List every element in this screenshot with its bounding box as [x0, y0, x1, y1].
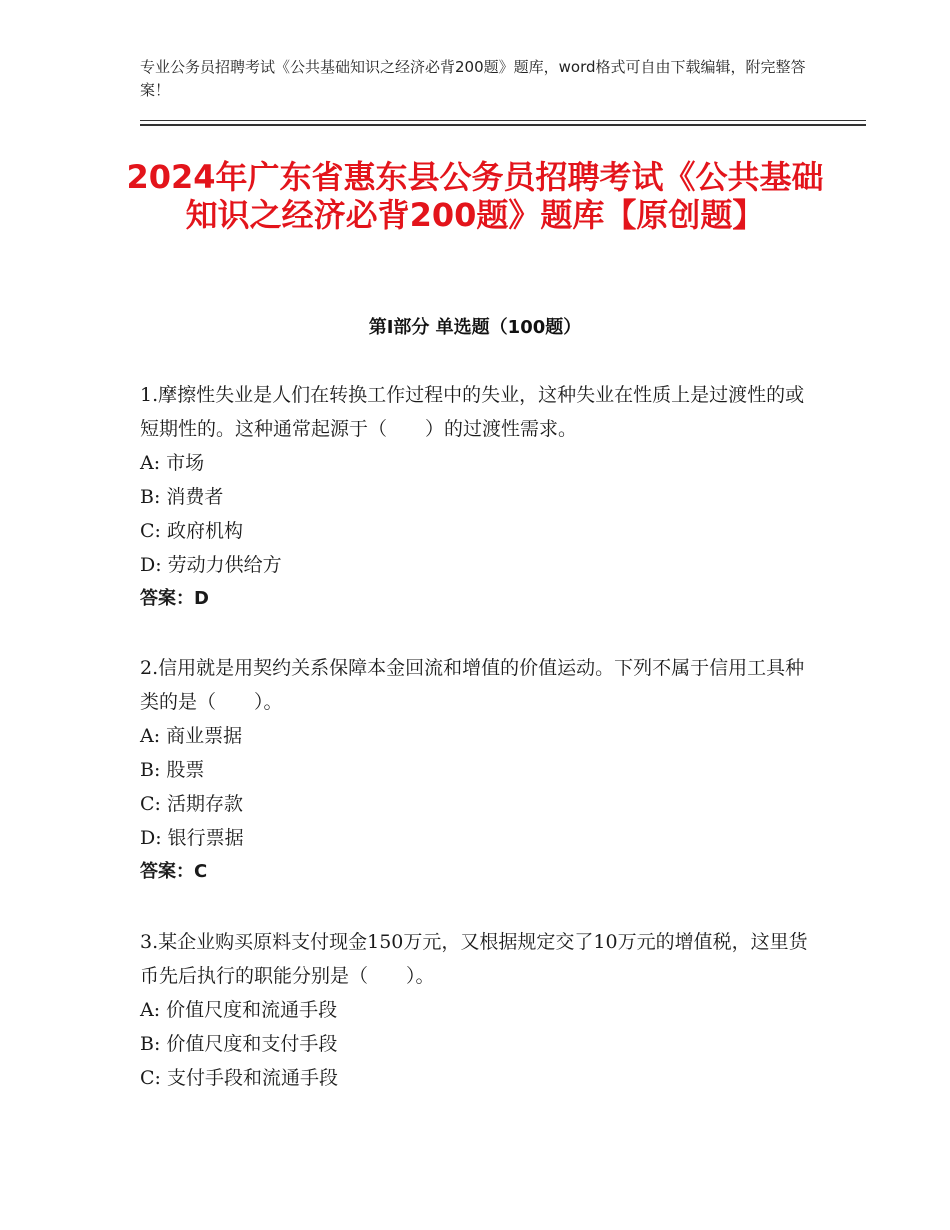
- header-rule-thin: [140, 120, 866, 121]
- header-note: 专业公务员招聘考试《公共基础知识之经济必背200题》题库，word格式可自由下载编辑，附完整答案！: [140, 58, 806, 99]
- option-d: D: 银行票据: [140, 827, 244, 849]
- answer: 答案：D: [140, 588, 209, 609]
- option-c: C: 支付手段和流通手段: [140, 1067, 338, 1089]
- option-a: A: 商业票据: [140, 725, 243, 747]
- option-a: A: 市场: [140, 452, 205, 474]
- option-a: A: 价值尺度和流通手段: [140, 999, 338, 1021]
- option-c: C: 政府机构: [140, 520, 243, 542]
- option-b: B: 股票: [140, 759, 205, 781]
- option-c: C: 活期存款: [140, 793, 243, 815]
- question-3: [140, 925, 810, 1095]
- question-1: [140, 378, 810, 616]
- option-b: B: 价值尺度和支付手段: [140, 1033, 338, 1055]
- question-stem: 3.某企业购买原料支付现金150万元，又根据规定交了10万元的增值税，这里货币先后执行的职能分别是（ ）。: [140, 931, 808, 987]
- question-stem: 2.信用就是用契约关系保障本金回流和增值的价值运动。下列不属于信用工具种类的是（ ）。: [140, 657, 805, 713]
- section-heading: 第Ⅰ部分 单选题（100题）: [368, 317, 582, 338]
- document-title: 2024年广东省惠东县公务员招聘考试《公共基础知识之经济必背200题》题库【原创题】: [126, 158, 824, 234]
- option-b: B: 消费者: [140, 486, 224, 508]
- question-stem: 1.摩擦性失业是人们在转换工作过程中的失业，这种失业在性质上是过渡性的或短期性的。这种通常起源于（ ）的过渡性需求。: [140, 384, 805, 440]
- question-2: [140, 651, 810, 889]
- answer: 答案：C: [140, 861, 208, 882]
- header-rule-thick: [140, 124, 866, 126]
- option-d: D: 劳动力供给方: [140, 554, 282, 576]
